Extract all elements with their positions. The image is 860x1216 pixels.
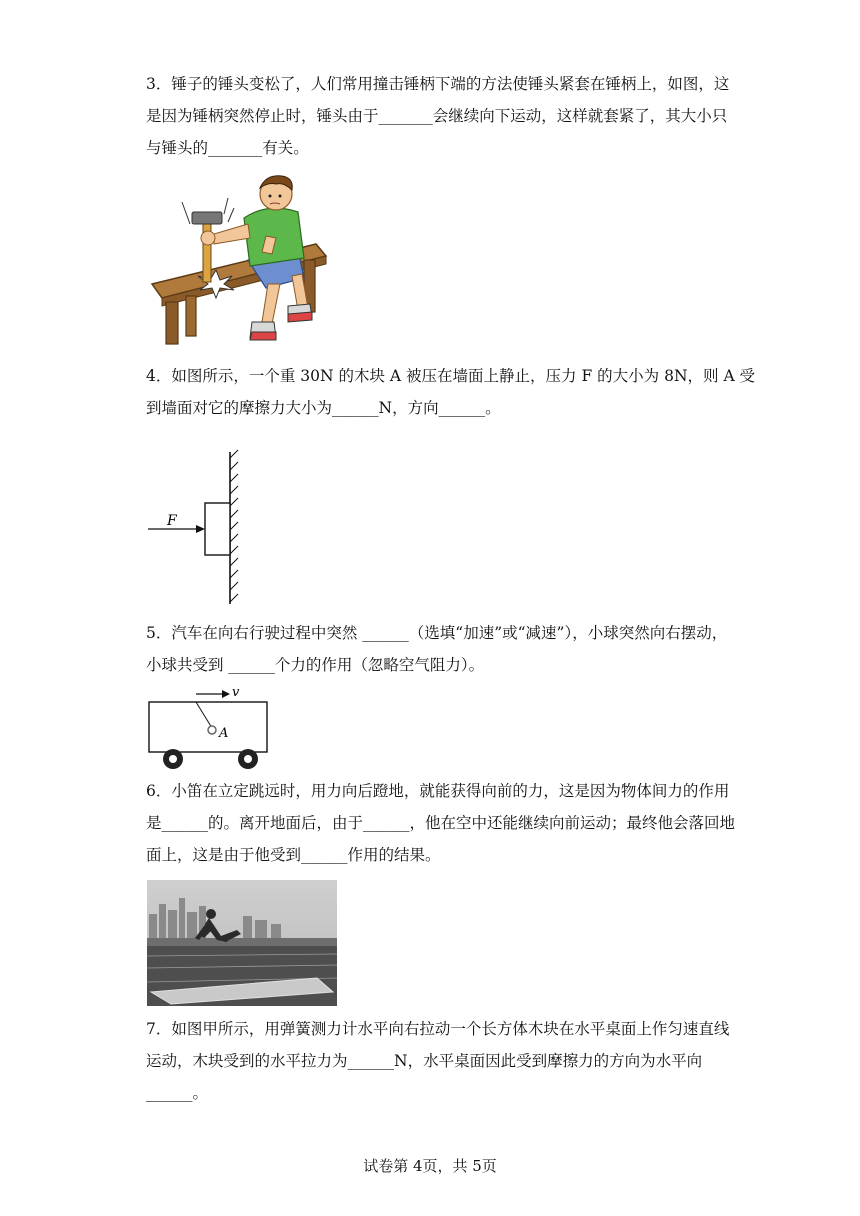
- ball-label: A: [219, 726, 229, 741]
- long-jump-photo: [147, 880, 337, 1006]
- question-3: [146, 68, 730, 164]
- question-4: [146, 360, 756, 424]
- question-text-line: ______。: [146, 1084, 209, 1102]
- hammer-bench-illustration: [148, 172, 332, 350]
- block-a: [205, 503, 230, 555]
- question-text-line: 到墙面对它的摩擦力大小为______N，方向______。: [146, 399, 501, 417]
- car-pendulum-diagram: [144, 684, 274, 774]
- question-text-line: 3．锤子的锤头变松了，人们常用撞击锤柄下端的方法使锤头紧套在锤柄上，如图，这: [146, 75, 730, 93]
- question-text-line: 与锤头的_______有关。: [146, 139, 309, 157]
- question-7: [146, 1013, 730, 1109]
- page-footer: 试卷第 4页，共 5页: [363, 1157, 497, 1175]
- car-body: [149, 702, 267, 752]
- force-label: F: [167, 513, 177, 529]
- question-text-line: 5．汽车在向右行驶过程中突然 ______（选填“加速”或“减速”），小球突然向右摆动，: [146, 624, 728, 642]
- question-text-line: 小球共受到 ______个力的作用（忽略空气阻力）。: [146, 656, 485, 674]
- question-text-line: 面上，这是由于他受到______作用的结果。: [146, 846, 441, 864]
- question-text-line: 7．如图甲所示，用弹簧测力计水平向右拉动一个长方体木块在水平桌面上作匀速直线: [146, 1020, 730, 1038]
- question-text-line: 运动，木块受到的水平拉力为______N，水平桌面因此受到摩擦力的方向为水平向: [146, 1052, 703, 1070]
- question-5: [146, 617, 726, 681]
- question-text-line: 是因为锤柄突然停止时，锤头由于_______会继续向下运动，这样就套紧了，其大小只: [146, 107, 728, 125]
- ball-a: [208, 726, 216, 734]
- question-text-line: 6．小笛在立定跳远时，用力向后蹬地，就能获得向前的力，这是因为物体间力的作用: [146, 782, 730, 800]
- question-text-line: 是______的。离开地面后，由于______，他在空中还能继续向前运动；最终他会落回地: [146, 814, 736, 832]
- question-6: [146, 775, 736, 871]
- question-text-line: 4．如图所示，一个重 30N 的木块 A 被压在墙面上静止，压力 F 的大小为 8N，则 A 受: [146, 367, 756, 385]
- velocity-label: v: [232, 685, 240, 700]
- wall-block-diagram: [145, 448, 245, 608]
